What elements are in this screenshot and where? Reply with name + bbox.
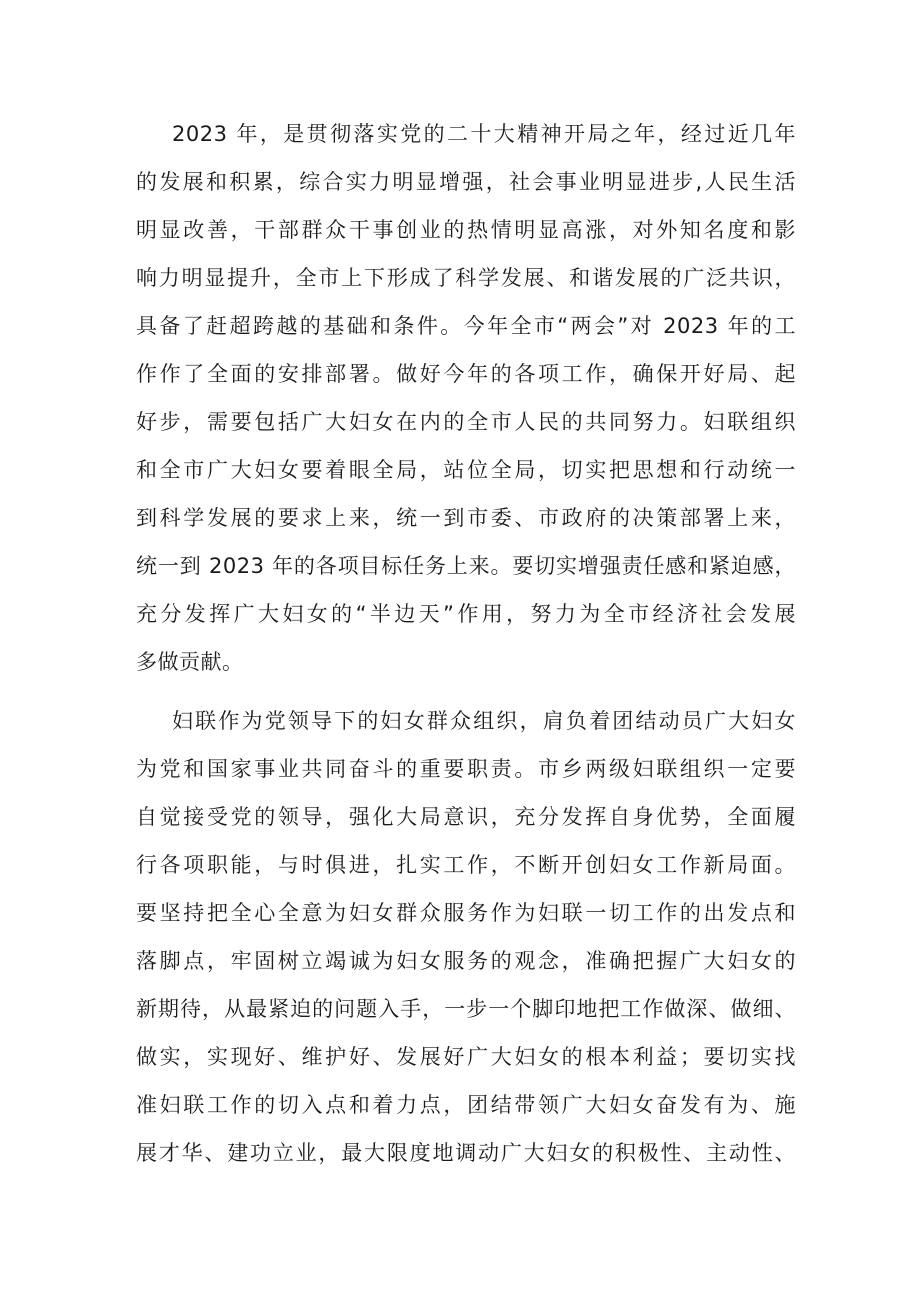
paragraph-line: 到科学发展的要求上来，统一到市委、市政府的决策部署上来， [136,506,796,530]
paragraph-line: 好步，需要包括广大妇女在内的全市人民的共同努力。妇联组织 [136,410,796,434]
paragraph-line: 响力明显提升，全市上下形成了科学发展、和谐发展的广泛共识， [136,266,796,290]
paragraph-line: 明显改善，干部群众干事创业的热情明显高涨，对外知名度和影 [136,218,796,242]
paragraph-line: 作作了全面的安排部署。做好今年的各项工作，确保开好局、起 [136,362,796,386]
paragraph-line: 充分发挥广大妇女的“半边天”作用，努力为全市经济社会发展 [136,602,796,626]
paragraph-line: 展才华、建功立业，最大限度地调动广大妇女的积极性、主动性、 [136,1141,796,1165]
paragraph-line: 自觉接受党的领导，强化大局意识，充分发挥自身优势，全面履 [136,805,796,829]
paragraph-line: 多做贡献。 [136,650,244,674]
paragraph-line: 妇联作为党领导下的妇女群众组织，肩负着团结动员广大妇女 [172,709,796,733]
paragraph-line: 的发展和积累，综合实力明显增强，社会事业明显进步,人民生活 [136,170,796,194]
paragraph-line: 新期待，从最紧迫的问题入手，一步一个脚印地把工作做深、做细、 [136,997,796,1021]
paragraph-line: 具备了赶超跨越的基础和条件。今年全市“两会”对 2023 年的工 [136,314,796,338]
paragraph-line: 做实，实现好、维护好、发展好广大妇女的根本利益；要切实找 [136,1045,796,1069]
paragraph-line: 统一到 2023 年的各项目标任务上来。要切实增强责任感和紧迫感， [136,554,796,578]
paragraph-line: 2023 年，是贯彻落实党的二十大精神开局之年，经过近几年 [172,122,796,146]
paragraph-line: 行各项职能，与时俱进，扎实工作，不断开创妇女工作新局面。 [136,853,796,877]
paragraph-line: 落脚点，牢固树立竭诚为妇女服务的观念，准确把握广大妇女的 [136,949,796,973]
paragraph-line: 要坚持把全心全意为妇女群众服务作为妇联一切工作的出发点和 [136,901,796,925]
paragraph-line: 和全市广大妇女要着眼全局，站位全局，切实把思想和行动统一 [136,458,796,482]
paragraph-line: 准妇联工作的切入点和着力点，团结带领广大妇女奋发有为、施 [136,1093,796,1117]
paragraph-line: 为党和国家事业共同奋斗的重要职责。市乡两级妇联组织一定要 [136,757,796,781]
